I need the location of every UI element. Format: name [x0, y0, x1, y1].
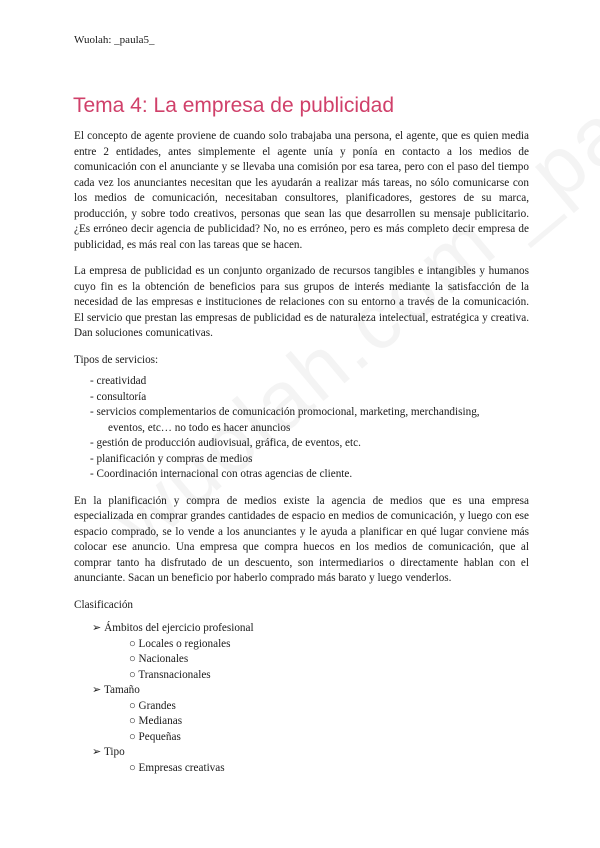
list-item: [90, 405, 529, 436]
list-item: ○ Transnacionales: [129, 668, 211, 681]
list-item: ➢ Tamaño: [92, 684, 140, 696]
list-item: - creatividad: [90, 375, 147, 387]
list-item: ○ Pequeñas: [129, 730, 181, 743]
page-title: Tema 4: La empresa de publicidad: [73, 94, 395, 117]
services-list: [74, 374, 529, 483]
list-item-text-continued: eventos, etc… no todo es hacer anuncios: [108, 421, 291, 434]
list-item: - planificación y compras de medios: [90, 452, 253, 465]
list-item: ○ Empresas creativas: [129, 761, 225, 774]
list-item: ○ Medianas: [129, 715, 183, 727]
paragraph-company-definition: La empresa de publicidad es un conjunto organizado de recursos tangibles e intangibles y humanos cuyo fin es la obtención de beneficios para sus grupos de interés mediante la satisfacción de la necesidad de las empresas e instituciones de relaciones con su entorno a través de la comunicación. El servicio que prestan las empresas de publicidad es de naturaleza intelectual, estratégica y creativa. Dan soluciones comunicativas.: [74, 265, 529, 339]
list-item: ○ Grandes: [129, 699, 176, 712]
document-body: [74, 129, 529, 776]
list-item: ➢ Tipo: [92, 746, 125, 758]
list-item: - gestión de producción audiovisual, gráfica, de eventos, etc.: [90, 437, 361, 449]
list-item: - consultoría: [90, 390, 147, 403]
services-heading: Tipos de servicios:: [74, 353, 159, 366]
page-header: Wuolah: _paula5_: [74, 34, 155, 46]
list-item: ○ Nacionales: [129, 653, 189, 665]
list-item-text: - servicios complementarios de comunicación promocional, marketing, merchandising,: [90, 406, 480, 418]
list-item: ○ Locales o regionales: [129, 637, 231, 650]
paragraph-agent-concept: El concepto de agente proviene de cuando solo trabajaba una persona, el agente, que es quien media entre 2 entidades, antes simplemente el agente unía y ponía en contacto a los medios de comunicación con el anunciante y se llevaba una comisión por esa tarea, pero con el paso del tiempo cada vez los anunciantes necesitan que les ayudarán a realizar más tareas, no sólo comunicarse con los medios de comunicación, necesitaban consultores, planificadores, gestores de su marca, producción, y sobre todo creativos, personas que sean las que desarrollen su mensaje publicitario. ¿Es erróneo decir agencia de publicidad? No, no es erróneo, pero es más completo decir empresa de publicidad, es más real con las tareas que se hacen.: [74, 130, 529, 251]
paragraph-media-agency: En la planificación y compra de medios existe la agencia de medios que es una empresa especializada en comprar grandes cantidades de espacio en medios de comunicación, y luego con ese espacio comprado, se lo vende a los anunciantes y le ayuda a planificar en qué lugar conviene más colocar ese anuncio. Una empresa que compra huecos en los medios de comunicación, que al comprar tanto ha disfrutado de un descuento, son intermediarios o directamente hablan con el anunciante. Sacan un beneficio por haberlo comprado más barato y luego venderlos.: [74, 494, 529, 584]
list-item: ➢ Ámbitos del ejercicio profesional: [92, 622, 254, 634]
list-item: - Coordinación internacional con otras agencias de cliente.: [90, 468, 353, 480]
classification-list: [74, 621, 529, 776]
classification-heading: Clasificación: [74, 598, 134, 611]
